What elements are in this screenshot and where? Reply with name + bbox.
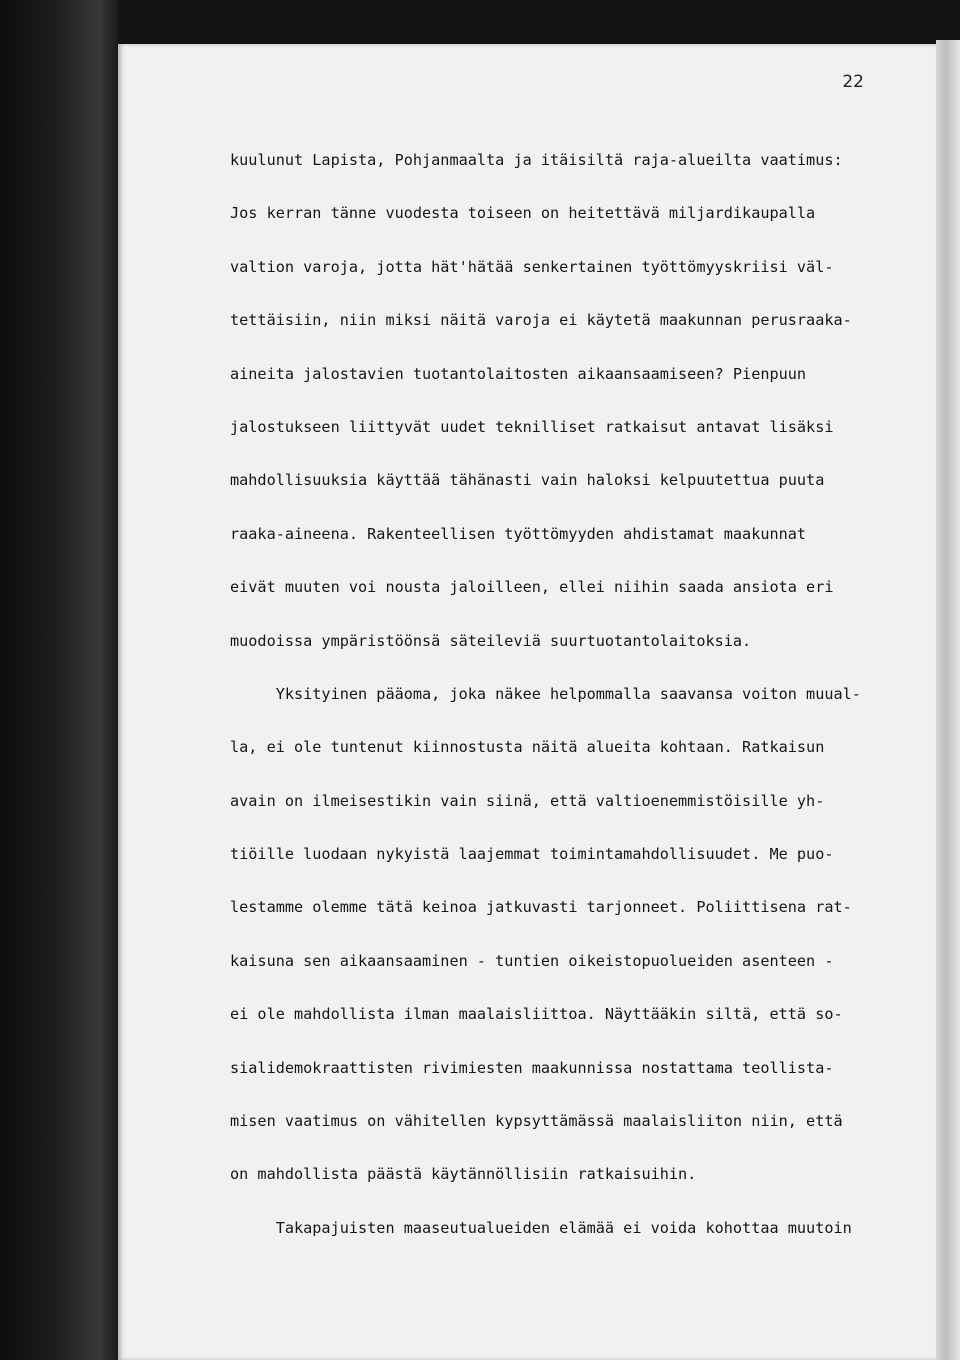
- text-line: eivät muuten voi nousta jaloilleen, ellei niihin saada ansiota eri: [230, 578, 834, 597]
- text-line: kuulunut Lapista, Pohjanmaalta ja itäisiltä raja-alueilta vaatimus:: [230, 151, 843, 169]
- text-line: kaisuna sen aikaansaaminen - tuntien oikeistopuolueiden asenteen -: [230, 951, 834, 970]
- text-line: lestamme olemme tätä keinoa jatkuvasti tarjonneet. Poliittisena rat-: [230, 898, 852, 917]
- text-line: ei ole mahdollista ilman maalaisliittoa. Näyttääkin siltä, että so-: [230, 1005, 843, 1024]
- scan-page-stack-edge: [936, 40, 960, 1360]
- text-line: Jos kerran tänne vuodesta toiseen on heitettävä miljardikaupalla: [230, 204, 816, 223]
- scan-binding-edge: [0, 0, 118, 1360]
- text-line: on mahdollista päästä käytännöllisiin ratkaisuihin.: [230, 1165, 697, 1184]
- text-line: mahdollisuuksia käyttää tähänasti vain haloksi kelpuutettua puuta: [230, 471, 825, 490]
- text-line: avain on ilmeisestikin vain siinä, että valtioenemmistöisille yh-: [230, 791, 825, 810]
- text-line: aineita jalostavien tuotantolaitosten aikaansaamiseen? Pienpuun: [230, 364, 807, 383]
- text-line: la, ei ole tuntenut kiinnostusta näitä alueita kohtaan. Ratkaisun: [230, 738, 825, 757]
- text-line: muodoissa ympäristöönsä säteileviä suurtuotantolaitoksia.: [230, 631, 752, 650]
- text-line: misen vaatimus on vähitellen kypsyttämässä maalaisliiton niin, että: [230, 1112, 843, 1131]
- text-line: tettäisiin, niin miksi näitä varoja ei käytetä maakunnan perusraaka-: [230, 311, 852, 330]
- text-line: Yksityinen pääoma, joka näkee helpommalla saavansa voiton muual-: [230, 684, 861, 703]
- text-line: valtion varoja, jotta hät'hätää senkertainen työttömyyskriisi väl-: [230, 257, 834, 276]
- page-number: 22: [842, 72, 864, 92]
- document-page: [118, 44, 936, 1360]
- scan-top-border: [0, 0, 960, 50]
- text-line: sialidemokraattisten rivimiesten maakunnissa nostattama teollista-: [230, 1058, 834, 1077]
- text-line: raaka-aineena. Rakenteellisen työttömyyden ahdistamat maakunnat: [230, 524, 807, 543]
- text-line: tiöille luodaan nykyistä laajemmat toimintamahdollisuudet. Me puo-: [230, 845, 834, 864]
- body-text: [230, 134, 920, 1255]
- text-line: Takapajuisten maaseutualueiden elämää ei voida kohottaa muutoin: [230, 1218, 852, 1237]
- text-line: jalostukseen liittyvät uudet teknilliset ratkaisut antavat lisäksi: [230, 417, 834, 436]
